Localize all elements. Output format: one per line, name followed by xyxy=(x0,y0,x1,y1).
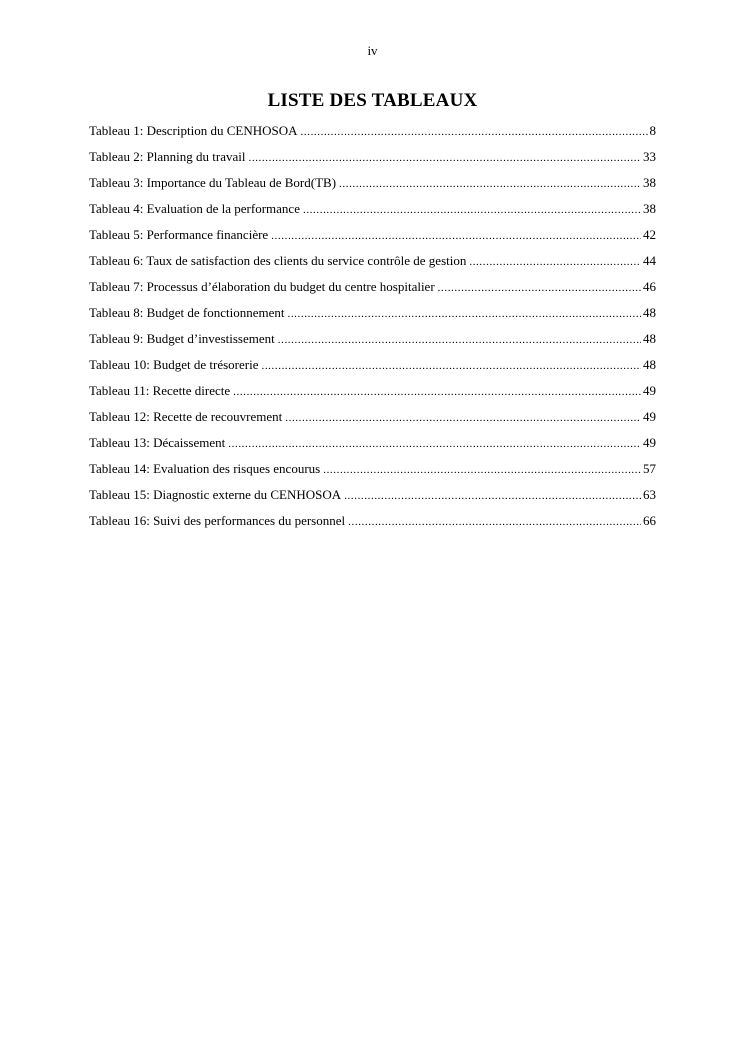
toc-entry-page: 49 xyxy=(643,435,656,450)
toc-entry-label: Tableau 13: Décaissement xyxy=(89,435,226,450)
toc-entry[interactable] xyxy=(89,330,656,356)
toc-dot-leader xyxy=(228,435,641,453)
toc-entry-label: Tableau 3: Importance du Tableau de Bord(TB) xyxy=(89,175,337,190)
toc-entry-page: 48 xyxy=(643,305,656,320)
toc-entry[interactable] xyxy=(89,382,656,408)
toc-entry-label: Tableau 12: Recette de recouvrement xyxy=(89,409,283,424)
toc-dot-leader xyxy=(438,279,641,297)
toc-entry-page: 42 xyxy=(643,227,656,242)
toc-dot-leader xyxy=(278,331,641,349)
toc-entry-page: 66 xyxy=(643,513,656,528)
toc-dot-leader xyxy=(301,123,648,141)
toc-dot-leader xyxy=(285,409,641,427)
toc-entry-label: Tableau 6: Taux de satisfaction des clients du service contrôle de gestion xyxy=(89,253,467,268)
toc-entry-page: 33 xyxy=(643,149,656,164)
toc-entry[interactable] xyxy=(89,122,656,148)
toc-entry[interactable] xyxy=(89,512,656,538)
toc-entry-label: Tableau 10: Budget de trésorerie xyxy=(89,357,259,372)
toc-dot-leader xyxy=(323,461,641,479)
toc-entry-label: Tableau 15: Diagnostic externe du CENHOSOA xyxy=(89,487,342,502)
toc-entry-label: Tableau 2: Planning du travail xyxy=(89,149,246,164)
toc-entry-page: 48 xyxy=(643,357,656,372)
toc-dot-leader xyxy=(469,253,641,271)
toc-entry-label: Tableau 4: Evaluation de la performance xyxy=(89,201,300,216)
toc-entry-page: 8 xyxy=(649,123,656,138)
toc-entry-page: 38 xyxy=(643,201,656,216)
toc-entry-label: Tableau 5: Performance financière xyxy=(89,227,269,242)
toc-entry-label: Tableau 7: Processus d’élaboration du budget du centre hospitalier xyxy=(89,279,435,294)
toc-entry[interactable] xyxy=(89,252,656,278)
toc-entry-page: 57 xyxy=(643,461,656,476)
toc-dot-leader xyxy=(303,201,641,219)
toc-entry-page: 63 xyxy=(643,487,656,502)
toc-entry[interactable] xyxy=(89,148,656,174)
toc-entry-page: 48 xyxy=(643,331,656,346)
toc-dot-leader xyxy=(344,487,641,505)
toc-entry[interactable] xyxy=(89,408,656,434)
toc-entry[interactable] xyxy=(89,460,656,486)
toc-entry-page: 46 xyxy=(643,279,656,294)
table-of-tables xyxy=(89,122,656,538)
toc-entry[interactable] xyxy=(89,174,656,200)
toc-dot-leader xyxy=(271,227,641,245)
toc-dot-leader xyxy=(348,513,641,531)
toc-entry-page: 38 xyxy=(643,175,656,190)
toc-dot-leader xyxy=(261,357,641,375)
toc-entry[interactable] xyxy=(89,434,656,460)
toc-entry-page: 44 xyxy=(643,253,656,268)
page-number: iv xyxy=(367,43,378,58)
toc-entry-label: Tableau 11: Recette directe xyxy=(89,383,231,398)
toc-entry[interactable] xyxy=(89,226,656,252)
page-title: LISTE DES TABLEAUX xyxy=(267,90,478,111)
toc-dot-leader xyxy=(233,383,641,401)
toc-dot-leader xyxy=(339,175,641,193)
toc-entry-label: Tableau 8: Budget de fonctionnement xyxy=(89,305,285,320)
toc-entry[interactable] xyxy=(89,304,656,330)
toc-entry-page: 49 xyxy=(643,383,656,398)
toc-entry-label: Tableau 1: Description du CENHOSOA xyxy=(89,123,298,138)
toc-dot-leader xyxy=(249,149,642,167)
toc-dot-leader xyxy=(287,305,641,323)
toc-entry[interactable] xyxy=(89,200,656,226)
toc-entry[interactable] xyxy=(89,486,656,512)
toc-entry-label: Tableau 14: Evaluation des risques encourus xyxy=(89,461,321,476)
toc-entry-page: 49 xyxy=(643,409,656,424)
toc-entry[interactable] xyxy=(89,356,656,382)
toc-entry-label: Tableau 16: Suivi des performances du personnel xyxy=(89,513,346,528)
toc-entry[interactable] xyxy=(89,278,656,304)
toc-entry-label: Tableau 9: Budget d’investissement xyxy=(89,331,275,346)
